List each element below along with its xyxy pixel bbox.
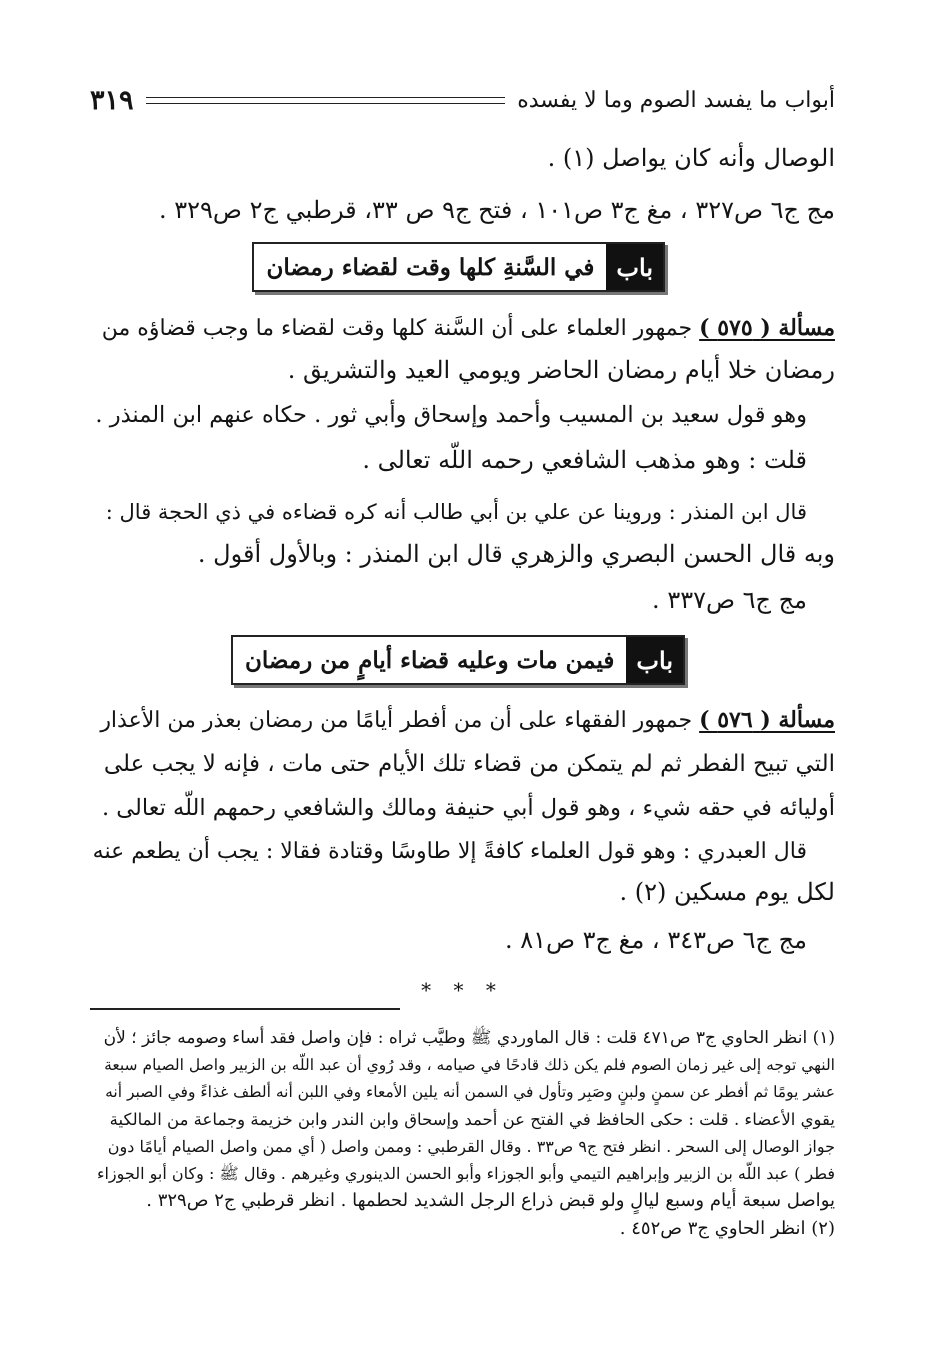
body-line: الوصال وأنه كان يواصل (١) .	[547, 144, 835, 172]
chapter-heading-1	[252, 242, 665, 292]
issue-576-line	[90, 700, 835, 741]
chapter-label: باب	[626, 637, 683, 683]
header-rule	[146, 97, 506, 104]
issue-text: جمهور الفقهاء على أن من أفطر أيامًا من رمضان بعذر من الأعذار	[100, 708, 693, 733]
chapter-label: باب	[606, 244, 663, 290]
reference-line: مج ج٦ ص٣٣٧ .	[652, 586, 807, 614]
reference-line: مج ج٦ ص٣٤٣ ، مغ ج٣ ص٨١ .	[504, 926, 807, 954]
issue-575-line	[90, 308, 835, 349]
issue-576-line: التي تبيح الفطر ثم لم يتمكن من قضاء تلك الأيام حتى مات ، فإنه لا يجب على	[103, 751, 835, 777]
footnote-rule	[90, 1008, 400, 1010]
chapter-title: فيمن مات وعليه قضاء أيامٍ من رمضان	[245, 646, 615, 674]
issue-575-line: قلت : وهو مذهب الشافعي رحمه اللّه تعالى .	[362, 446, 807, 474]
footnote-line: يقوي الأعضاء . قلت : حكى الحافظ في الفتح عن أحمد وإسحاق وابن الندر وابن خزيمة وجماعة من المالكية	[109, 1110, 835, 1129]
chapter-heading-2	[231, 635, 685, 685]
footnote-line: (١) انظر الحاوي ج٣ ص٤٧١ قلت : قال الماوردي ﷺ وطيَّب ثراه : فإن واصل فقد أساء وصومه جائز ؛ لأن	[103, 1028, 835, 1048]
issue-575-line: رمضان خلا أيام رمضان الحاضر ويومي العيد والتشريق .	[287, 356, 835, 384]
issue-label: مسألة ( ٥٧٥ )	[699, 315, 835, 341]
issue-576-line: قال العبدري : وهو قول العلماء كافةً إلا طاوسًا وقتادة فقالا : يجب أن يطعم عنه	[92, 839, 807, 864]
running-header	[90, 80, 835, 120]
page-number: ٣١٩	[90, 84, 134, 116]
reference-line: مج ج٦ ص٣٢٧ ، مغ ج٣ ص١٠١ ، فتح ج٩ ص ٣٣، قرطبي ج٢ ص٣٢٩ .	[158, 196, 835, 224]
chapter-title: في السَّنةِ كلها وقت لقضاء رمضان	[266, 253, 595, 281]
issue-576-line: لكل يوم مسكين (٢) .	[619, 878, 835, 906]
footnote-line: يواصل سبعة أيام وسبع ليالٍ ولو قبض ذراع الرجل الشديد لحطمها . انظر قرطبي ج٢ ص٣٢٩ .	[146, 1190, 835, 1211]
issue-text: جمهور العلماء على أن السَّنة كلها وقت لقضاء ما وجب قضاؤه من	[101, 316, 693, 341]
issue-576-line: أوليائه في حقه شيء ، وهو قول أبي حنيفة ومالك والشافعي رحمهم اللّه تعالى .	[102, 795, 835, 821]
issue-label: مسألة ( ٥٧٦ )	[699, 707, 835, 733]
issue-575-line: وهو قول سعيد بن المسيب وأحمد وإسحاق وأبي ثور . حكاه عنهم ابن المنذر .	[95, 402, 807, 428]
footnote-line: عشر يومًا ثم أفطر عن سمنٍ ولبنٍ وصَبِر وتأول في السمن أنه يلين الأمعاء وفي اللبن أنه ألطف غذاءً وفي الصبر أنه	[105, 1083, 835, 1101]
footnote-line: النهي توجه إلى غير زمان الصوم فلم يكن ذلك قادحًا في صيامه ، وقد رُوي أن عبد اللّه بن الزبير واصل الصيام سبعة	[104, 1056, 835, 1074]
section-separator: * * *	[421, 978, 504, 1002]
issue-575-line: وبه قال الحسن البصري والزهري قال ابن المنذر : وبالأول أقول .	[197, 540, 835, 568]
footnote-line: جواز الوصال إلى السحر . انظر فتح ج٩ ص٣٣ . وقال القرطبي : وممن واصل ( أي ممن واصل الصيام أيامًا دون	[107, 1137, 835, 1156]
footnote-line: فطر ) عبد اللّه بن الزبير وإبراهيم التيمي وأبو الجوزاء وأبو الحسن الدينوري وغيرهم . وقال ﷺ : وكان أبو الجوزاء	[96, 1164, 835, 1183]
footnote-line: (٢) انظر الحاوي ج٣ ص٤٥٢ .	[619, 1218, 835, 1239]
running-title: أبواب ما يفسد الصوم وما لا يفسده	[517, 87, 835, 113]
issue-575-line: قال ابن المنذر : وروينا عن علي بن أبي طالب أنه كره قضاءه في ذي الحجة قال :	[105, 500, 807, 524]
